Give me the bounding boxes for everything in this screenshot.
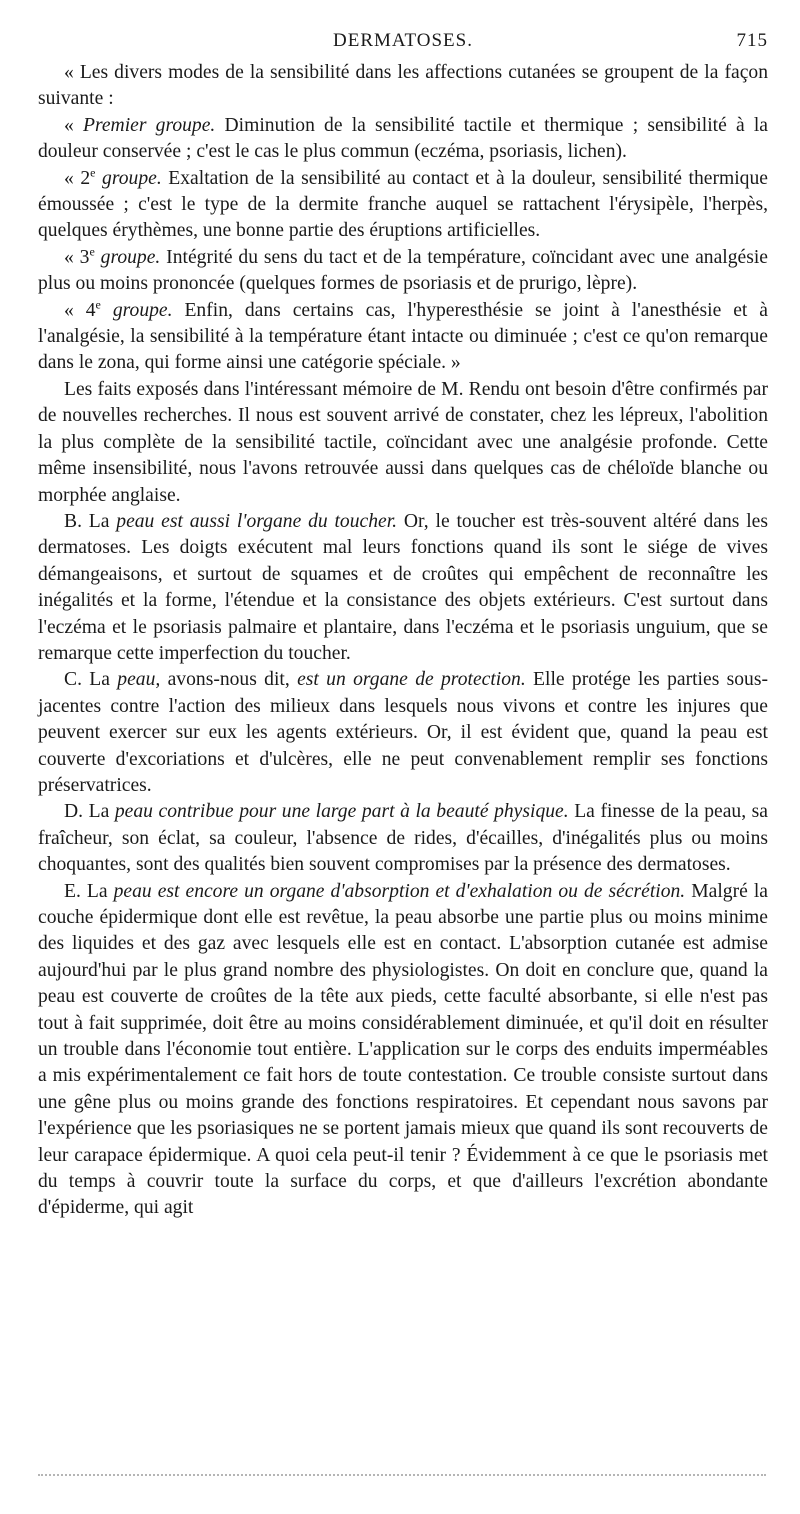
- italic-span: Premier groupe.: [82, 114, 216, 136]
- text-span: Or, le toucher est très-souvent altéré dans les dermatoses. Les doigts exécutent mal leurs fonctions quand ils sont le siége de vives démangeaisons, et surtout de squames et de croûtes qui empêchent de reconnaître les inégalités et la forme, l'étendue et la consistance des objets extérieurs. C'est surtout dans l'eczéma et le psoriasis palmaire et plantaire, dans l'eczéma et le psoriasis unguium, que se remarque cette imperfection du toucher.: [38, 510, 768, 664]
- paragraph-groupe-2: [38, 166, 768, 245]
- text-span: « 3: [64, 246, 90, 268]
- text-span: avons-nous dit,: [160, 669, 298, 691]
- text-span: Exaltation de la sensibilité au contact et à la douleur, sensibilité thermique émoussée ; c'est le type de la dermite franche auquel se rattachent l'érysipèle, l'herpès, quelques érythèmes, une bonne partie des éruptions artificielles.: [38, 167, 768, 242]
- italic-span: peau contribue pour une large part à la beauté physique.: [114, 801, 569, 823]
- running-title: DERMATOSES.: [333, 30, 473, 51]
- italic-span: groupe.: [112, 299, 173, 321]
- paragraph-section-b: [38, 509, 768, 667]
- text-span: B. La: [64, 510, 117, 532]
- text-span: Diminution de la sensibilité tactile et thermique ; sensibilité à la douleur conservée ; c'est le cas le plus commun (eczéma, psoriasis, lichen).: [38, 114, 768, 163]
- paragraph-rendu: [38, 377, 768, 509]
- page-number: 715: [736, 30, 768, 51]
- text-span: Enfin, dans certains cas, l'hyperesthésie se joint à l'anesthésie et à l'analgésie, la sensibilité à la température étant intacte ou diminuée ; c'est ce qu'on remarque dans le zona, qui forme ainsi une catégorie spéciale. »: [38, 299, 768, 374]
- text-span: D. La: [64, 801, 115, 823]
- italic-span: est un organe de protection.: [297, 669, 526, 691]
- italic-span: peau,: [117, 669, 161, 691]
- paragraph-groupe-1: [38, 113, 768, 166]
- text-span: Intégrité du sens du tact et de la température, coïncidant avec une analgésie plus ou moins prononcée (quelques formes de psoriasis et de prurigo, lèpre).: [38, 246, 768, 295]
- text-span: « Les divers modes de la sensibilité dans les affections cutanées se groupent de la façon suivante :: [38, 62, 768, 110]
- text-span: E. La: [64, 880, 114, 902]
- text-span: « 2: [64, 167, 91, 189]
- paragraph-section-e: [38, 879, 768, 1222]
- text-span: Les faits exposés dans l'intéressant mémoire de M. Rendu ont besoin d'être confirmés par de nouvelles recherches. Il nous est souvent arrivé de constater, chez les lépreux, l'abolition la plus complète de la sensibilité tactile, coïncidant avec une analgésie profonde. Cette même insensibilité, nous l'avons retrouvée aussi dans quelques cas de chéloïde blanche ou morphée anglaise.: [38, 378, 768, 506]
- book-page: [38, 30, 768, 1222]
- text-span: La finesse de la peau, sa fraîcheur, son éclat, sa couleur, l'absence de rides, d'écailles, d'inégalités plus ou moins choquantes, sont des qualités bien souvent compromises par la présence des dermatoses.: [38, 801, 769, 876]
- text-span: [101, 300, 113, 321]
- paragraph-groupe-3: [38, 245, 768, 298]
- italic-span: peau est aussi l'organe du toucher.: [116, 510, 398, 532]
- running-header: [38, 30, 768, 60]
- italic-span: peau est encore un organe d'absorption et d'exhalation ou de sécrétion.: [113, 880, 686, 902]
- italic-span: groupe.: [100, 246, 161, 268]
- paragraph-section-d: [38, 799, 768, 878]
- superscript: e: [95, 297, 101, 312]
- italic-span: groupe.: [102, 167, 162, 189]
- text-span: Malgré la couche épidermique dont elle est revêtue, la peau absorbe une partie plus ou moins minime des liquides et des gaz avec lesquels elle est en contact. L'absorption cutanée est admise aujourd'hui par le plus grand nombre des physiologistes. On doit en conclure que, quand la peau est couverte de croûtes de la tête aux pieds, cette faculté absorbante, si elle n'est pas tout à fait supprimée, doit être au moins considérablement diminuée, et qu'il doit en résulter un trouble dans l'économie tout entière. L'application sur le corps des enduits imperméables a mis expérimentalement ce fait hors de toute contestation. Ce trouble consiste surtout dans une gêne plus ou moins grande des fonctions respiratoires. Et cependant nous savons par l'expérience que les psoriasiques ne se portent jamais mieux que quand ils sont recouverts de leur carapace épidermique. A quoi cela peut-il tenir ? Évidemment à ce que le psoriasis met du temps à couvrir toute la surface du corps, et que d'ailleurs l'excrétion abondante d'épiderme, qui agit: [38, 880, 768, 1219]
- text-span: C. La: [64, 669, 118, 691]
- paragraph-groupe-4: [38, 298, 768, 377]
- bottom-dotted-rule: [38, 1474, 766, 1476]
- text-span: Elle protége les parties sous-jacentes contre l'action des milieux dans lesquels nous vivons et contre les injures que peuvent exercer sur eux les agents extérieurs. Or, il est évident que, quand la peau est couverte d'excoriations et d'ulcères, elle ne peut convenablement remplir ses fonctions préservatrices.: [38, 669, 769, 796]
- body-text: [38, 60, 768, 1222]
- paragraph-section-c: [38, 667, 768, 799]
- paragraph-intro: [38, 60, 768, 113]
- text-span: « 4: [64, 299, 96, 321]
- superscript: e: [89, 244, 95, 259]
- text-span: «: [64, 114, 83, 136]
- superscript: e: [90, 165, 96, 180]
